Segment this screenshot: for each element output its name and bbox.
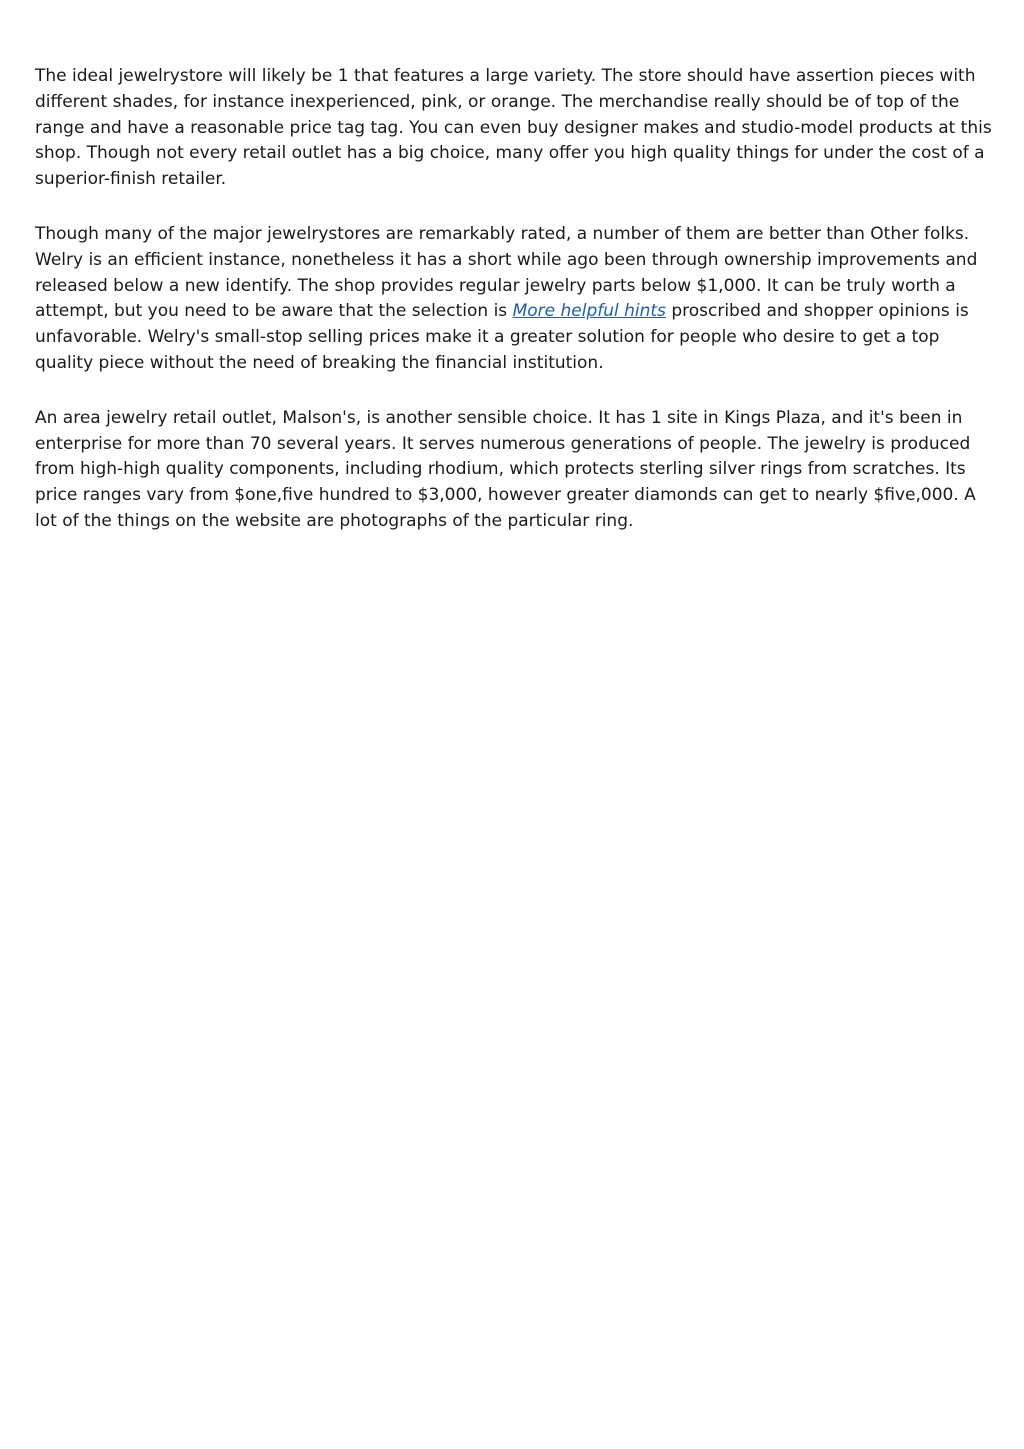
paragraph-2-text-after-link: proscribed and shopper opinions is unfavorable. Welry's small-stop selling prices make it a greater solution for people who desire to get a top quality piece without the need of breaking the financial institution. bbox=[35, 301, 969, 373]
more-helpful-hints-link[interactable]: More helpful hints bbox=[512, 301, 666, 322]
document-body bbox=[35, 64, 995, 564]
paragraph-3: An area jewelry retail outlet, Malson's, is another sensible choice. It has 1 site in Kings Plaza, and it's been in enterprise for more than 70 several years. It serves numerous generations of people. The jewelry is produced from high-high quality components, including rhodium, which protects sterling silver rings from scratches. Its price ranges vary from $one,five hundred to $3,000, however greater diamonds can get to nearly $five,000. A lot of the things on the website are photographs of the particular ring. bbox=[35, 407, 976, 531]
paragraph-2 bbox=[35, 222, 995, 377]
paragraph-1: The ideal jewelrystore will likely be 1 that features a large variety. The store should have assertion pieces with different shades, for instance inexperienced, pink, or orange. The merchandise really should be of top of the range and have a reasonable price tag tag. You can even buy designer makes and studio-model products at this shop. Though not every retail outlet has a big choice, many offer you high quality things for under the cost of a superior-finish retailer. bbox=[35, 66, 992, 190]
paragraph-2-text-before-link: Though many of the major jewelrystores are remarkably rated, a number of them are better than Other folks. Welry is an efficient instance, nonetheless it has a short while ago been through ownership improvements and released below a new identify. The shop provides regular jewelry parts below $1,000. It can be truly worth a attempt, but you need to be aware that the selection is bbox=[35, 223, 978, 322]
